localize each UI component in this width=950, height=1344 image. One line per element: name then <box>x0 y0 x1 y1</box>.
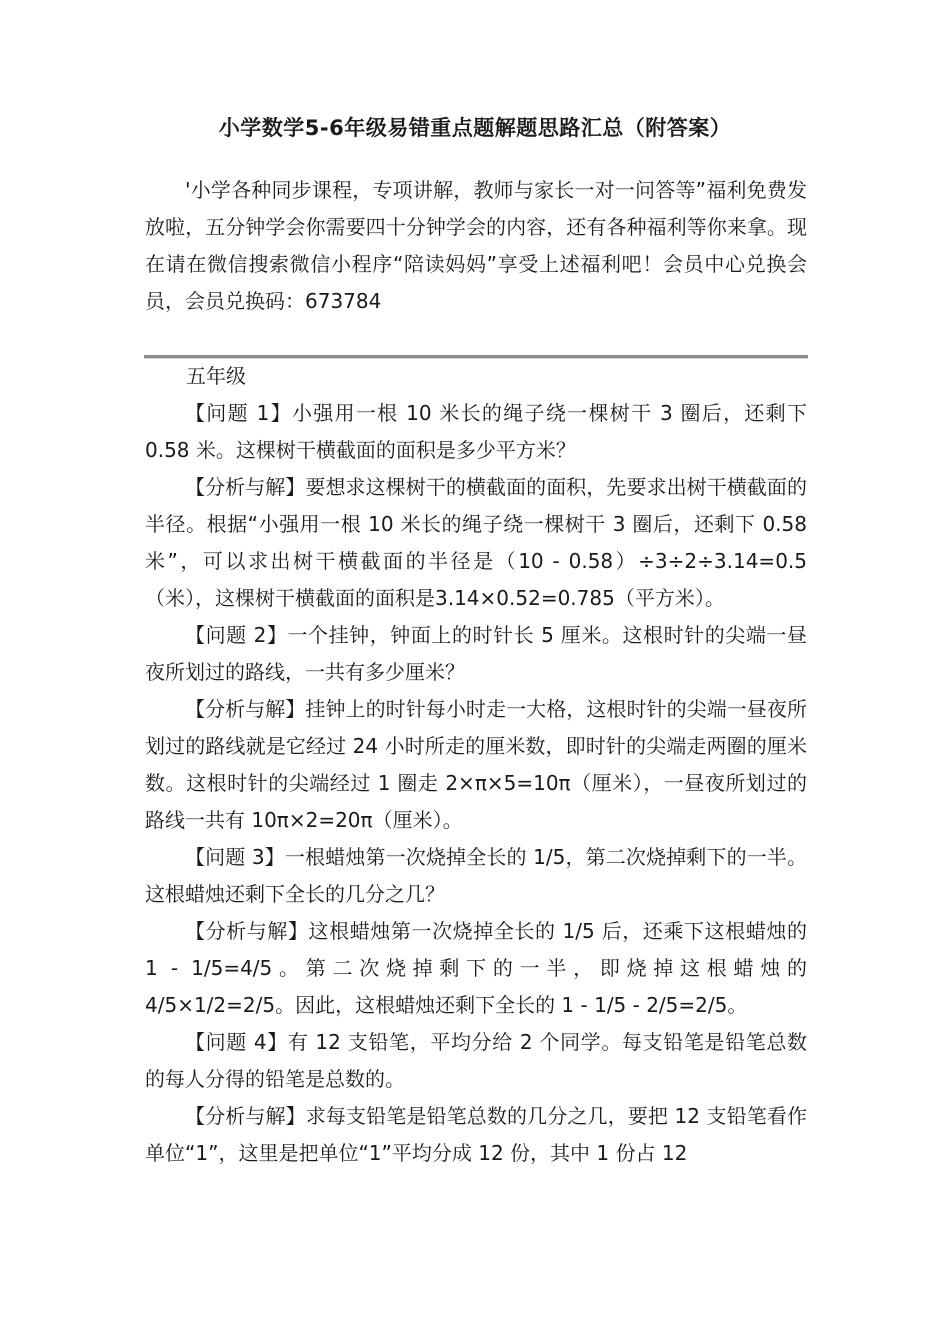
problem-2-question: 【问题 2】一个挂钟，钟面上的时针长 5 厘米。这根时针的尖端一昼夜所划过的路线，一共有多少厘米？ <box>145 623 807 684</box>
problem-3-answer: 【分析与解】这根蜡烛第一次烧掉全长的 1/5 后，还乘下这根蜡烛的 1 - 1/5=4/5。第二次烧掉剩下的一半，即烧掉这根蜡烛的4/5×1/2=2/5。因此，这根蜡烛还剩下全长的 1 - 1/5 - 2/5=2/5。 <box>145 919 807 1017</box>
document-title: 小学数学5-6年级易错重点题解题思路汇总（附答案） <box>218 116 732 140</box>
problem-list <box>145 395 807 1172</box>
problem-2-answer: 【分析与解】挂钟上的时针每小时走一大格，这根时针的尖端一昼夜所划过的路线就是它经过 24 小时所走的厘米数，即时针的尖端走两圈的厘米数。这根时针的尖端经过 1 圈走 2×π×5=10π（厘米），一昼夜所划过的路线一共有 10π×2=20π（厘米）。 <box>145 697 807 832</box>
problem-1-answer: 【分析与解】要想求这棵树干的横截面的面积，先要求出树干横截面的半径。根据“小强用一根 10 米长的绳子绕一棵树干 3 圈后，还剩下 0.58 米”，可以求出树干横截面的半径是（10 - 0.58）÷3÷2÷3.14=0.5（米），这棵树干横截面的面积是3.14×0.52=0.785（平方米）。 <box>145 475 807 610</box>
problem-3-question: 【问题 3】一根蜡烛第一次烧掉全长的 1/5，第二次烧掉剩下的一半。这根蜡烛还剩下全长的几分之几？ <box>145 845 807 906</box>
problem-4-answer: 【分析与解】求每支铅笔是铅笔总数的几分之几，要把 12 支铅笔看作单位“1”，这里是把单位“1”平均分成 12 份，其中 1 份占 12 <box>145 1104 807 1165</box>
problem-4-question: 【问题 4】有 12 支铅笔，平均分给 2 个同学。每支铅笔是铅笔总数的每人分得的铅笔是总数的。 <box>145 1030 807 1091</box>
grade-heading: 五年级 <box>186 364 246 388</box>
intro-paragraph: '小学各种同步课程，专项讲解，教师与家长一对一问答等”福利免费发放啦，五分钟学会你需要四十分钟学会的内容，还有各种福利等你来拿。现在请在微信搜索微信小程序“陪读妈妈”享受上述福利吧！会员中心兑换会员，会员兑换码：673784 <box>145 178 807 313</box>
problem-1-question: 【问题 1】小强用一根 10 米长的绳子绕一棵树干 3 圈后，还剩下 0.58 米。这棵树干横截面的面积是多少平方米？ <box>145 401 807 462</box>
